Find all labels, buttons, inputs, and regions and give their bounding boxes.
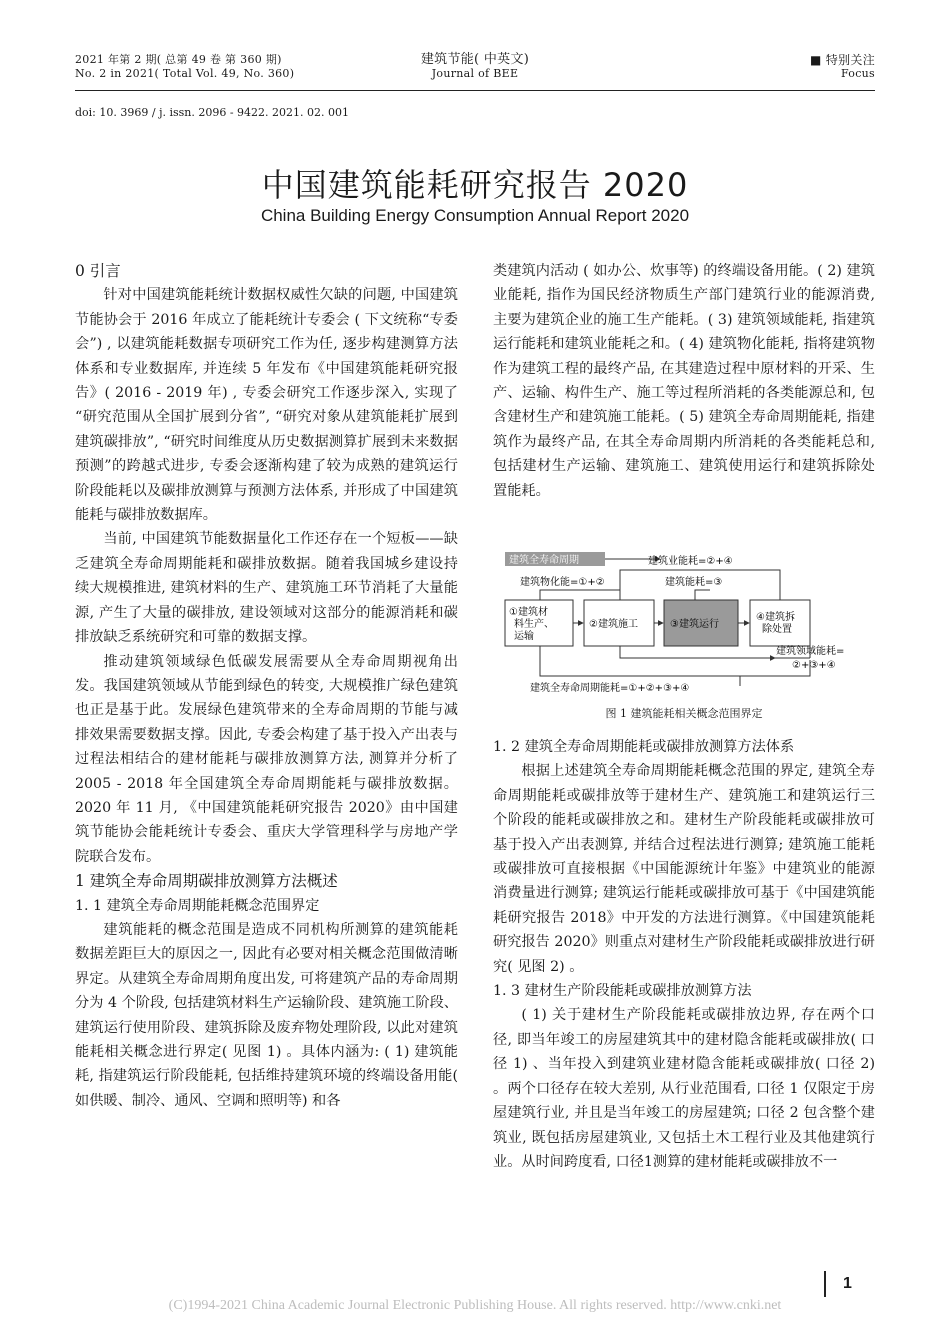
- paragraph-1-1: 建筑能耗的概念范围是造成不同机构所测算的建筑能耗数据差距巨大的原因之一, 因此有必要对相关概念范围做清晰界定。从建筑全寿命周期角度出发, 可将建筑产品的寿命周期分为 4 个阶段, 包括建筑材料生产运输阶段、建筑施工阶段、建筑运行使用阶段、建筑拆除及废弃物处理阶段, 以此对建筑能耗相关概念进行界定( 见图 1) 。具体内涵为: ( 1) 建筑能耗, 指建筑运行阶段能耗, 包括维持建筑环境的终端设备用能( 如供暖、制冷、通风、空调和照明等) 和各: [75, 921, 458, 1109]
- header-rule: [75, 90, 875, 91]
- label-jianzhuye: 建筑业能耗=②+④: [648, 556, 733, 567]
- header-issue-cn: 2021 年第 2 期( 总第 49 卷 第 360 期): [75, 53, 282, 66]
- right-column-bottom: [493, 735, 875, 1174]
- paragraph-1-1-cont: 类建筑内活动 ( 如办公、炊事等) 的终端设备用能。( 2) 建筑业能耗, 指作为国民经济物质生产部门建筑行业的能源消费, 主要为建筑企业的施工生产能耗。( 3) 建筑领域能耗, 指建筑运行能耗和建筑业能耗之和。( 4) 建筑物化能耗, 指将建筑物作为建筑工程的最终产品, 在其建造过程中原材料的开采、生产、运输、构件生产、施工等过程所消耗的各类能源总和, 包含建材生产和建筑施工能耗。( 5) 建筑全寿命周期能耗, 指建筑作为最终产品, 在其全寿命周期内所消耗的各类能耗总和, 包括建材生产运输、建筑施工、建筑使用运行和建筑拆除处置能耗。: [493, 263, 875, 499]
- paragraph-1-3: ( 1) 关于建材生产阶段能耗或碳排放边界, 存在两个口径, 即当年竣工的房屋建筑其中的建材隐含能耗或碳排放( 口径 1) 、当年投入到建筑业建材隐含能耗或碳排放( 口径 2) 。两个口径存在较大差别, 从行业范围看, 口径 1 仅限定于房屋建筑行业, 并且是当年竣工的房屋建筑; 口径 2 包含整个建筑业, 既包括房屋建筑业, 又包括土木工程行业及其他建筑行业。从时间跨度看, 口径1测算的建材能耗或碳排放不一: [493, 1007, 875, 1170]
- doi: doi: 10. 3969 / j. issn. 2096 - 9422. 2021. 02. 001: [75, 106, 350, 119]
- label-quanshouming: 建筑全寿命周期能耗=①+②+③+④: [530, 683, 690, 694]
- stage-box-demolition: [750, 600, 810, 646]
- box1-line3: 运输: [514, 631, 534, 642]
- header-issue: [75, 53, 294, 81]
- right-column-top: [493, 259, 875, 503]
- section-1-3-heading: 1. 3 建材生产阶段能耗或碳排放测算方法: [493, 983, 752, 1000]
- label-lingyu-1: 建筑领域能耗=: [776, 646, 845, 657]
- paragraph-intro-2: 当前, 中国建筑节能数据量化工作还存在一个短板——缺乏建筑全寿命周期能耗和碳排放数据。随着我国城乡建设持续大规模推进, 建筑材料的生产、建筑施工环节消耗了大量能源, 产生了大量的碳排放, 建设领域对这部分的能源消耗和碳排放缺乏系统研究和可靠的数据支撑。: [75, 531, 458, 646]
- header-journal-cn: 建筑节能( 中英文): [420, 52, 530, 67]
- box4-line1: ④建筑拆: [756, 612, 795, 623]
- footer-rule: [824, 1271, 826, 1297]
- left-column: [75, 259, 458, 1113]
- svg-text:④建筑拆 除处置: [756, 610, 798, 635]
- header-section: [700, 53, 875, 81]
- label-jianzhu: 建筑能耗=③: [665, 577, 723, 588]
- page-number: 1: [843, 1275, 852, 1292]
- figure-1-caption: 图 1 建筑能耗相关概念范围界定: [605, 707, 763, 720]
- paragraph-1-2: 根据上述建筑全寿命周期能耗概念范围的界定, 建筑全寿命周期能耗或碳排放等于建材生产、建筑施工和建筑运行三个阶段的能耗或碳排放之和。建材生产阶段能耗或碳排放可基于投入产出表测算, 并结合过程法进行测算; 建筑施工能耗或碳排放可直接根据《中国能源统计年鉴》中建筑业的能源消费量进行测算; 建筑运行能耗或碳排放可基于《中国建筑能耗研究报告 2018》中开发的方法进行测算。《中国建筑能耗研究报告 2020》则重点对建材生产阶段能耗或碳排放进行研究( 见图 2) 。: [493, 763, 875, 975]
- section-1-heading: 1 建筑全寿命周期碳排放测算方法概述: [75, 872, 338, 891]
- paragraph-intro-1: 针对中国建筑能耗统计数据权威性欠缺的问题, 中国建筑节能协会于 2016 年成立了能耗统计专委会 ( 下文统称“专委会”) , 以建筑能耗数据专项研究工作为任, 逐步构建测算方法体系和专业数据库, 并连续 5 年发布《中国建筑能耗研究报告》( 2016 - 2019 年) , 专委会研究工作逐步深入, 实现了 “研究范围从全国扩展到分省”, “研究对象从建筑能耗扩展到建筑碳排放”, “研究时间维度从历史数据测算扩展到未来数据预测”的跨越式进步, 专委会逐渐构建了较为成熟的建筑运行阶段能耗以及碳排放测算与预测方法体系, 并形成了中国建筑能耗与碳排放数据库。: [75, 287, 458, 524]
- header-journal-en: Journal of BEE: [431, 67, 519, 80]
- section-1-1-heading: 1. 1 建筑全寿命周期能耗概念范围界定: [75, 897, 320, 914]
- section-1-2-heading: 1. 2 建筑全寿命周期能耗或碳排放测算方法体系: [493, 739, 795, 755]
- box1-line1: ①建筑材: [509, 607, 548, 618]
- box4-line2: 除处置: [762, 624, 792, 635]
- section-0-heading: 0 引言: [75, 262, 121, 280]
- paragraph-intro-3: 推动建筑领域绿色低碳发展需要从全寿命周期视角出发。我国建筑领域从节能到绿色的转变, 大规模推广绿色建筑也正是基于此。发展绿色建筑带来的全寿命周期的节能与减排效果需要数据支撑。因此, 专委会构建了基于投入产出表与过程法相结合的建材能耗与碳排放测算方法, 测算并分析了 2005 - 2018 年全国建筑全寿命周期能耗与碳排放数据。2020 年 11 月, 《中国建筑能耗研究报告 2020》由中国建筑节能协会能耗统计专委会、重庆大学管理科学与房地产学院联合发布。: [75, 653, 458, 865]
- box2-label: ②建筑施工: [589, 619, 638, 630]
- box3-label: ③建筑运行: [670, 619, 719, 630]
- figure-1-diagram: [500, 548, 875, 698]
- label-lingyu-2: ②+③+④: [792, 660, 836, 671]
- header-section-en: Focus: [840, 67, 875, 80]
- lifecycle-bar-label: 建筑全寿命周期: [509, 555, 579, 566]
- header-section-cn: ■ 特别关注: [810, 53, 875, 67]
- box1-line2: 料生产、: [514, 619, 554, 630]
- article-title-en: China Building Energy Consumption Annual Report 2020: [260, 206, 690, 225]
- header-journal: [375, 53, 575, 81]
- header-issue-en: No. 2 in 2021( Total Vol. 49, No. 360): [75, 67, 295, 80]
- article-title-cn: 中国建筑能耗研究报告 2020: [261, 166, 689, 204]
- copyright-watermark: (C)1994-2021 China Academic Journal Electronic Publishing House. All rights reserved. http://www.cnki.net: [168, 1298, 782, 1313]
- label-wuhua: 建筑物化能=①+②: [520, 577, 605, 588]
